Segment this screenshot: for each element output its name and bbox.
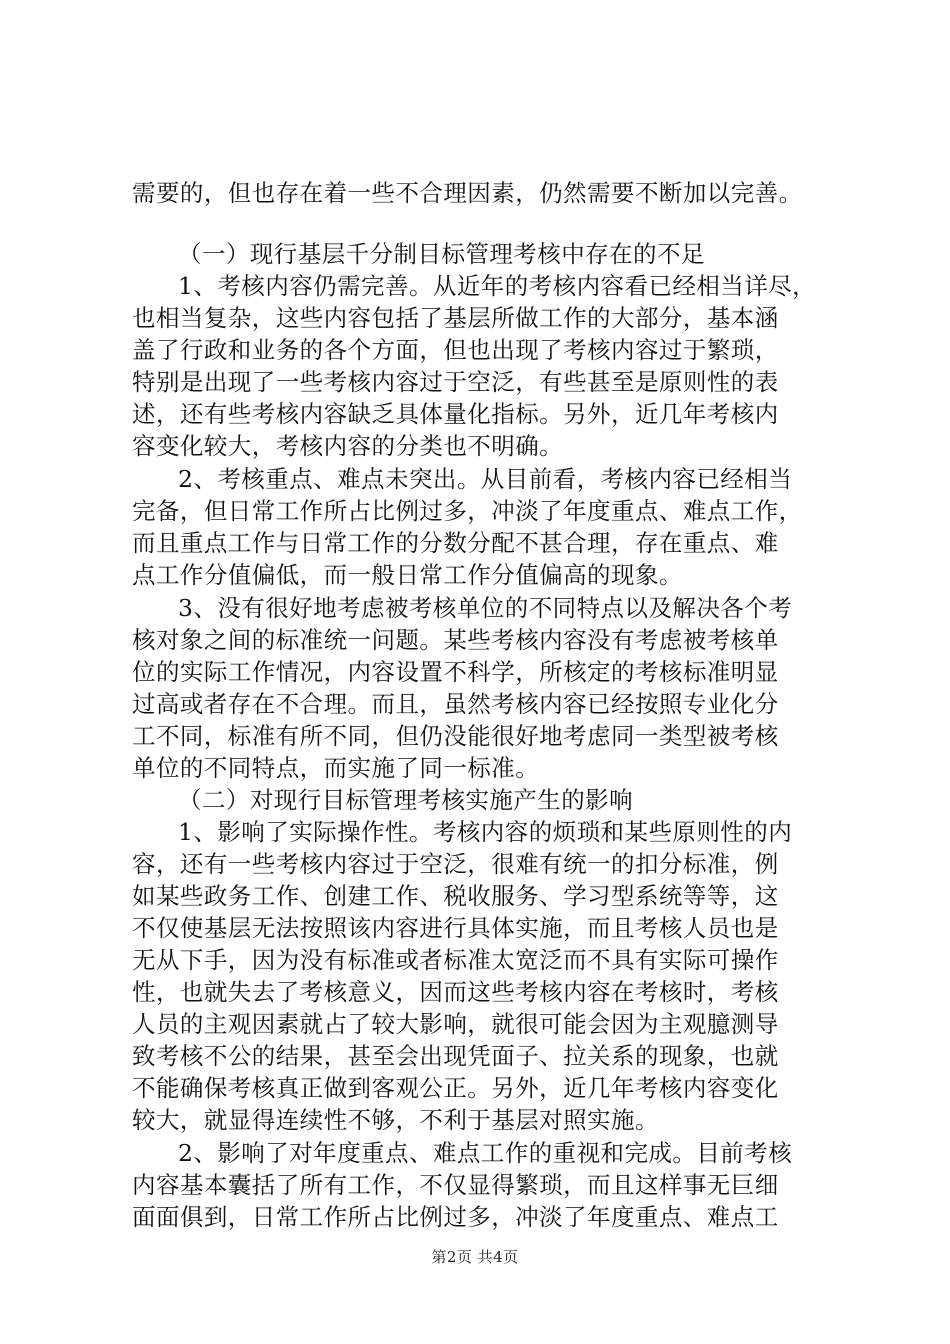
paragraph-line-30: 2、影响了对年度重点、难点工作的重视和完成。目前考核 [178,1139,793,1167]
paragraph-line-6: 特别是出现了一些考核内容过于空泛，有些甚至是原则性的表 [132,368,779,396]
paragraph-line-25: 性，也就失去了考核意义，因而这些考核内容在考核时，考核 [132,978,779,1006]
paragraph-line-15: 位的实际工作情况，内容设置不科学，所核定的考核标准明显 [132,658,779,686]
paragraph-line-8: 容变化较大，考核内容的分类也不明确。 [132,432,564,460]
paragraph-line-21: 容，还有一些考核内容过于空泛，很难有统一的扣分标准，例 [132,850,779,878]
paragraph-line-5: 盖了行政和业务的各个方面，但也出现了考核内容过于繁琐， [132,336,779,364]
paragraph-line-1: 需要的，但也存在着一些不合理因素，仍然需要不断加以完善。 [132,179,803,207]
paragraph-line-29: 较大，就显得连续性不够，不利于基层对照实施。 [132,1106,659,1134]
paragraph-line-7: 述，还有些考核内容缺乏具体量化指标。另外，近几年考核内 [132,400,779,428]
paragraph-line-31: 内容基本囊括了所有工作，不仅显得繁琐，而且这样事无巨细 [132,1171,779,1199]
paragraph-line-11: 而且重点工作与日常工作的分数分配不甚合理，存在重点、难 [132,529,779,557]
paragraph-line-4: 也相当复杂，这些内容包括了基层所做工作的大部分，基本涵 [132,304,779,332]
paragraph-line-9: 2、考核重点、难点未突出。从目前看，考核内容已经相当 [178,465,793,493]
section-heading-2: （二）对现行目标管理考核实施产生的影响 [178,786,634,814]
paragraph-line-3: 1、考核内容仍需完善。从近年的考核内容看已经相当详尽， [178,272,817,300]
paragraph-line-24: 无从下手，因为没有标准或者标准太宽泛而不具有实际可操作 [132,946,779,974]
paragraph-line-10: 完备，但日常工作所占比例过多，冲淡了年度重点、难点工作， [132,497,803,525]
paragraph-line-32: 面面俱到，日常工作所占比例过多，冲淡了年度重点、难点工 [132,1203,779,1231]
paragraph-line-18: 单位的不同特点，而实施了同一标准。 [132,754,540,782]
paragraph-line-20: 1、影响了实际操作性。考核内容的烦琐和某些原则性的内 [178,818,793,846]
paragraph-line-14: 核对象之间的标准统一问题。某些考核内容没有考虑被考核单 [132,626,779,654]
paragraph-line-12: 点工作分值偏低，而一般日常工作分值偏高的现象。 [132,561,683,589]
paragraph-line-22: 如某些政务工作、创建工作、税收服务、学习型系统等等，这 [132,882,779,910]
paragraph-line-16: 过高或者存在不合理。而且，虽然考核内容已经按照专业化分 [132,690,779,718]
paragraph-line-26: 人员的主观因素就占了较大影响，就很可能会因为主观臆测导 [132,1010,779,1038]
page-footer: 第2页 共4页 [431,1248,519,1266]
paragraph-line-28: 不能确保考核真正做到客观公正。另外，近几年考核内容变化 [132,1074,779,1102]
paragraph-line-23: 不仅使基层无法按照该内容进行具体实施，而且考核人员也是 [132,914,779,942]
paragraph-line-13: 3、没有很好地考虑被考核单位的不同特点以及解决各个考 [178,594,793,622]
section-heading-1: （一）现行基层千分制目标管理考核中存在的不足 [178,240,705,268]
paragraph-line-27: 致考核不公的结果，甚至会出现凭面子、拉关系的现象，也就 [132,1042,779,1070]
paragraph-line-17: 工不同，标准有所不同，但仍没能很好地考虑同一类型被考核 [132,722,779,750]
